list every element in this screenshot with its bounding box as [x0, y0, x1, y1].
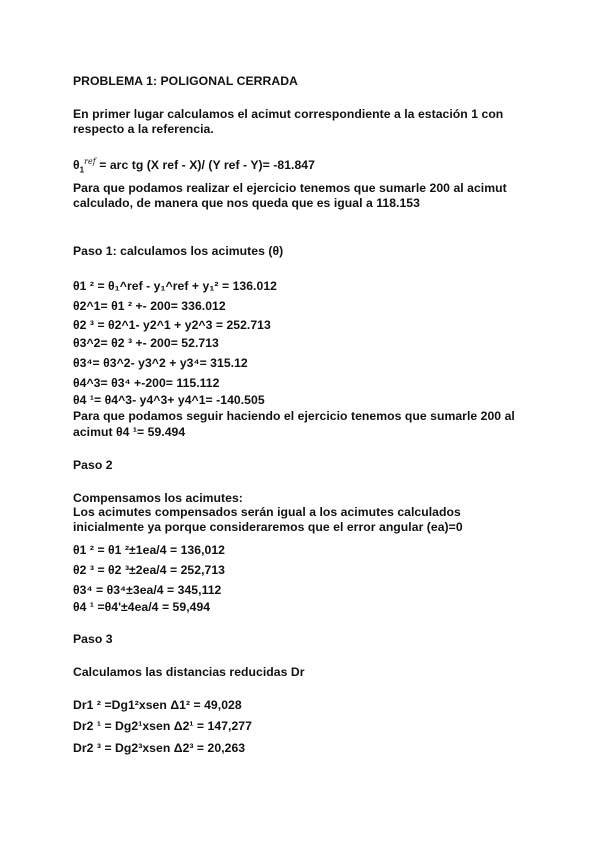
- para2-line-2: acimut θ4 ¹= 59.494: [73, 425, 186, 439]
- formula-sub: 1: [79, 165, 85, 175]
- distancias-heading: Calculamos las distancias reducidas Dr: [73, 665, 305, 679]
- paso2-line-2: θ2 ³ = θ2 ³±2ea/4 = 252,713: [73, 563, 225, 577]
- formula-sup: ref: [84, 156, 96, 166]
- paso1-line-3: θ2 ³ = θ2^1- y2^1 + y2^3 = 252.713: [73, 318, 271, 332]
- formula-acimut-referencia: [73, 157, 315, 173]
- para1-line-2: calculado, de manera que nos queda que es igual a 118.153: [73, 196, 420, 210]
- para2-line-1: Para que podamos seguir haciendo el ejercicio tenemos que sumarle 200 al: [73, 409, 515, 423]
- paso1-line-6: θ4^3= θ3⁴ +-200= 115.112: [73, 376, 220, 390]
- intro-line-2: respecto a la referencia.: [73, 122, 214, 136]
- problem-title: PROBLEMA 1: POLIGONAL CERRADA: [73, 74, 298, 88]
- para1-line-1: Para que podamos realizar el ejercicio tenemos que sumarle 200 al acimut: [73, 181, 507, 195]
- paso2-line-1: θ1 ² = θ1 ²±1ea/4 = 136,012: [73, 543, 225, 557]
- paso1-line-1: θ1 ² = θ₁^ref - y₁^ref + y₁² = 136.012: [73, 279, 277, 293]
- formula-theta: θ: [73, 158, 80, 172]
- intro-line-1: En primer lugar calculamos el acimut correspondiente a la estación 1 con: [73, 107, 504, 121]
- distancia-line-3: Dr2 ³ = Dg2³xsen Δ2³ = 20,263: [73, 741, 246, 755]
- paso1-line-4: θ3^2= θ2 ³ +- 200= 52.713: [73, 336, 219, 350]
- paso2-line-3: θ3⁴ = θ3⁴±3ea/4 = 345,112: [73, 583, 222, 597]
- compensamos-line-1: Compensamos los acimutes:: [73, 491, 243, 505]
- paso1-line-5: θ3⁴= θ3^2- y3^2 + y3⁴= 315.12: [73, 356, 248, 370]
- formula-text: = arc tg (X ref - X)/ (Y ref - Y)= -81.847: [95, 158, 315, 172]
- paso2-line-4: θ4 ¹ =θ4'±4ea/4 = 59,494: [73, 600, 211, 614]
- paso2-heading: Paso 2: [73, 458, 113, 472]
- paso3-heading: Paso 3: [73, 632, 113, 646]
- compensamos-line-3: inicialmente ya porque consideraremos que el error angular (ea)=0: [73, 520, 463, 534]
- paso1-heading: Paso 1: calculamos los acimutes (θ): [73, 244, 284, 258]
- compensamos-line-2: Los acimutes compensados serán igual a los acimutes calculados: [73, 505, 461, 519]
- paso1-line-2: θ2^1= θ1 ² +- 200= 336.012: [73, 299, 226, 313]
- paso1-line-7: θ4 ¹= θ4^3- y4^3+ y4^1= -140.505: [73, 393, 265, 407]
- distancia-line-2: Dr2 ¹ = Dg2¹xsen Δ2¹ = 147,277: [73, 719, 252, 733]
- distancia-line-1: Dr1 ² =Dg1²xsen Δ1² = 49,028: [73, 698, 242, 712]
